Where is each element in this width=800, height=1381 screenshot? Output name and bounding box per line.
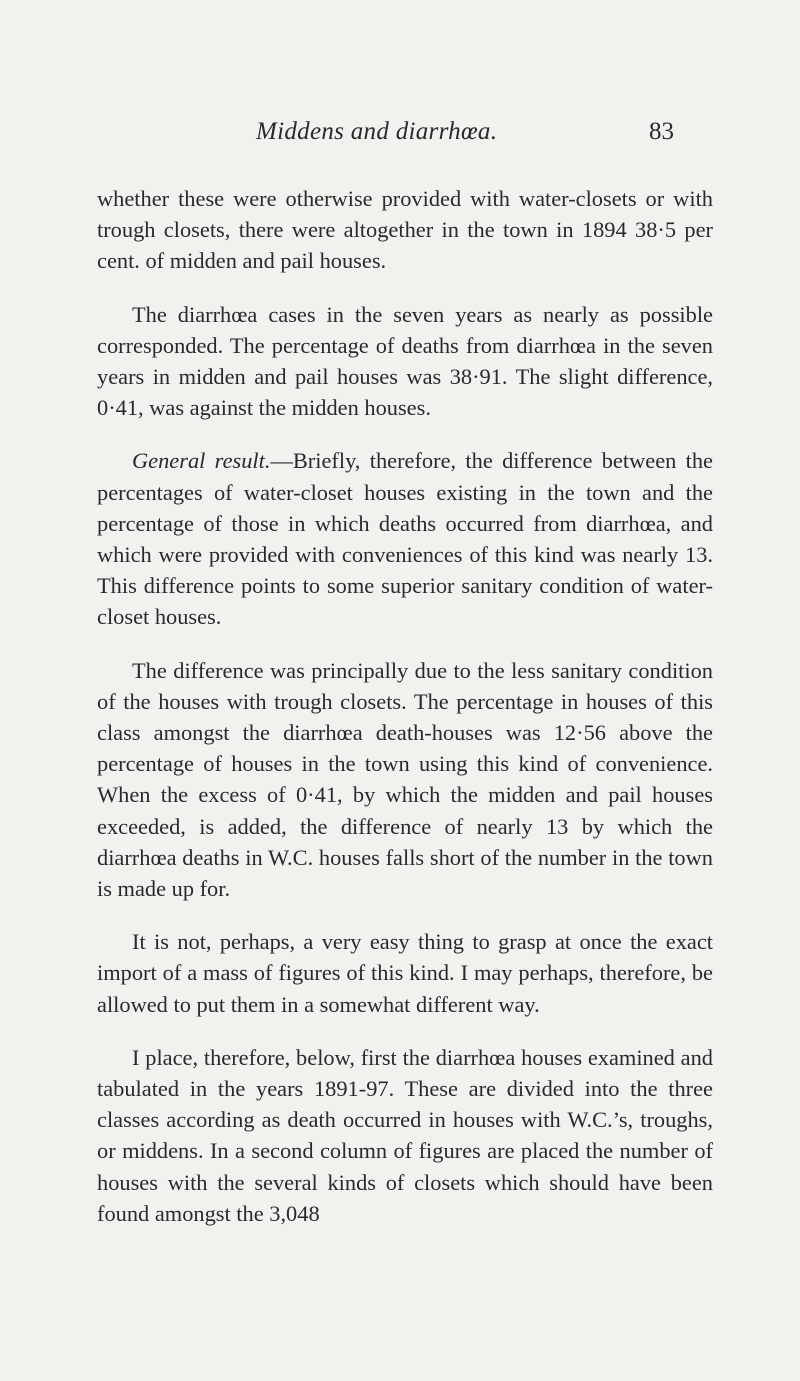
paragraph-text: —Briefly, therefore, the difference between the percentages of water-closet houses existing in the town and the percentage of those in which deaths occurred from diarrhœa, and which were provided with conveniences of this kind was nearly 13. This difference points to some superior sanitary condition of water-closet houses.: [97, 448, 713, 630]
section-lead-italic: General result.: [132, 448, 271, 474]
paragraph-trough-closets: [97, 655, 713, 905]
paragraph-text: I place, therefore, below, first the diarrhœa houses examined and tabulated in the years 1891-97. These are divided into the three classes according as death occurred in houses with W.C.’s, troughs, or middens. In a second column of figures are placed the number of houses with the several kinds of closets which should have been found amongst the 3,048: [97, 1044, 713, 1226]
paragraph-general-result: [97, 445, 713, 632]
body-text: [97, 183, 713, 1251]
paragraph-tabulation: [97, 1042, 713, 1229]
paragraph-text: The difference was principally due to the less sanitary condition of the houses with trough closets. The percentage in houses of this class amongst the diarrhœa death-houses was 12·56 above the percentage of houses in the town using this kind of convenience. When the excess of 0·41, by which the midden and pail houses exceeded, is added, the difference of nearly 13 by which the diarrhœa deaths in W.C. houses falls short of the number in the town is made up for.: [97, 657, 713, 902]
page-number: 83: [649, 118, 674, 145]
page-header: [0, 118, 800, 158]
paragraph-text: The diarrhœa cases in the seven years as nearly as possible corresponded. The percentage of deaths from diarrhœa in the seven years in midden and pail houses was 38·91. The slight difference, 0·41, was against the midden houses.: [97, 301, 713, 421]
paragraph-diarrhoea-cases: [97, 299, 713, 424]
paragraph-figures: [97, 926, 713, 1020]
paragraph-text: whether these were otherwise provided with water-closets or with trough closets, there were altogether in the town in 1894 38·5 per cent. of midden and pail houses.: [97, 186, 713, 274]
running-title: Middens and diarrhœa.: [256, 118, 498, 145]
paragraph-text: It is not, perhaps, a very easy thing to grasp at once the exact import of a mass of figures of this kind. I may perhaps, therefore, be allowed to put them in a somewhat different way.: [97, 929, 713, 1017]
paragraph-continuation: [97, 183, 713, 277]
